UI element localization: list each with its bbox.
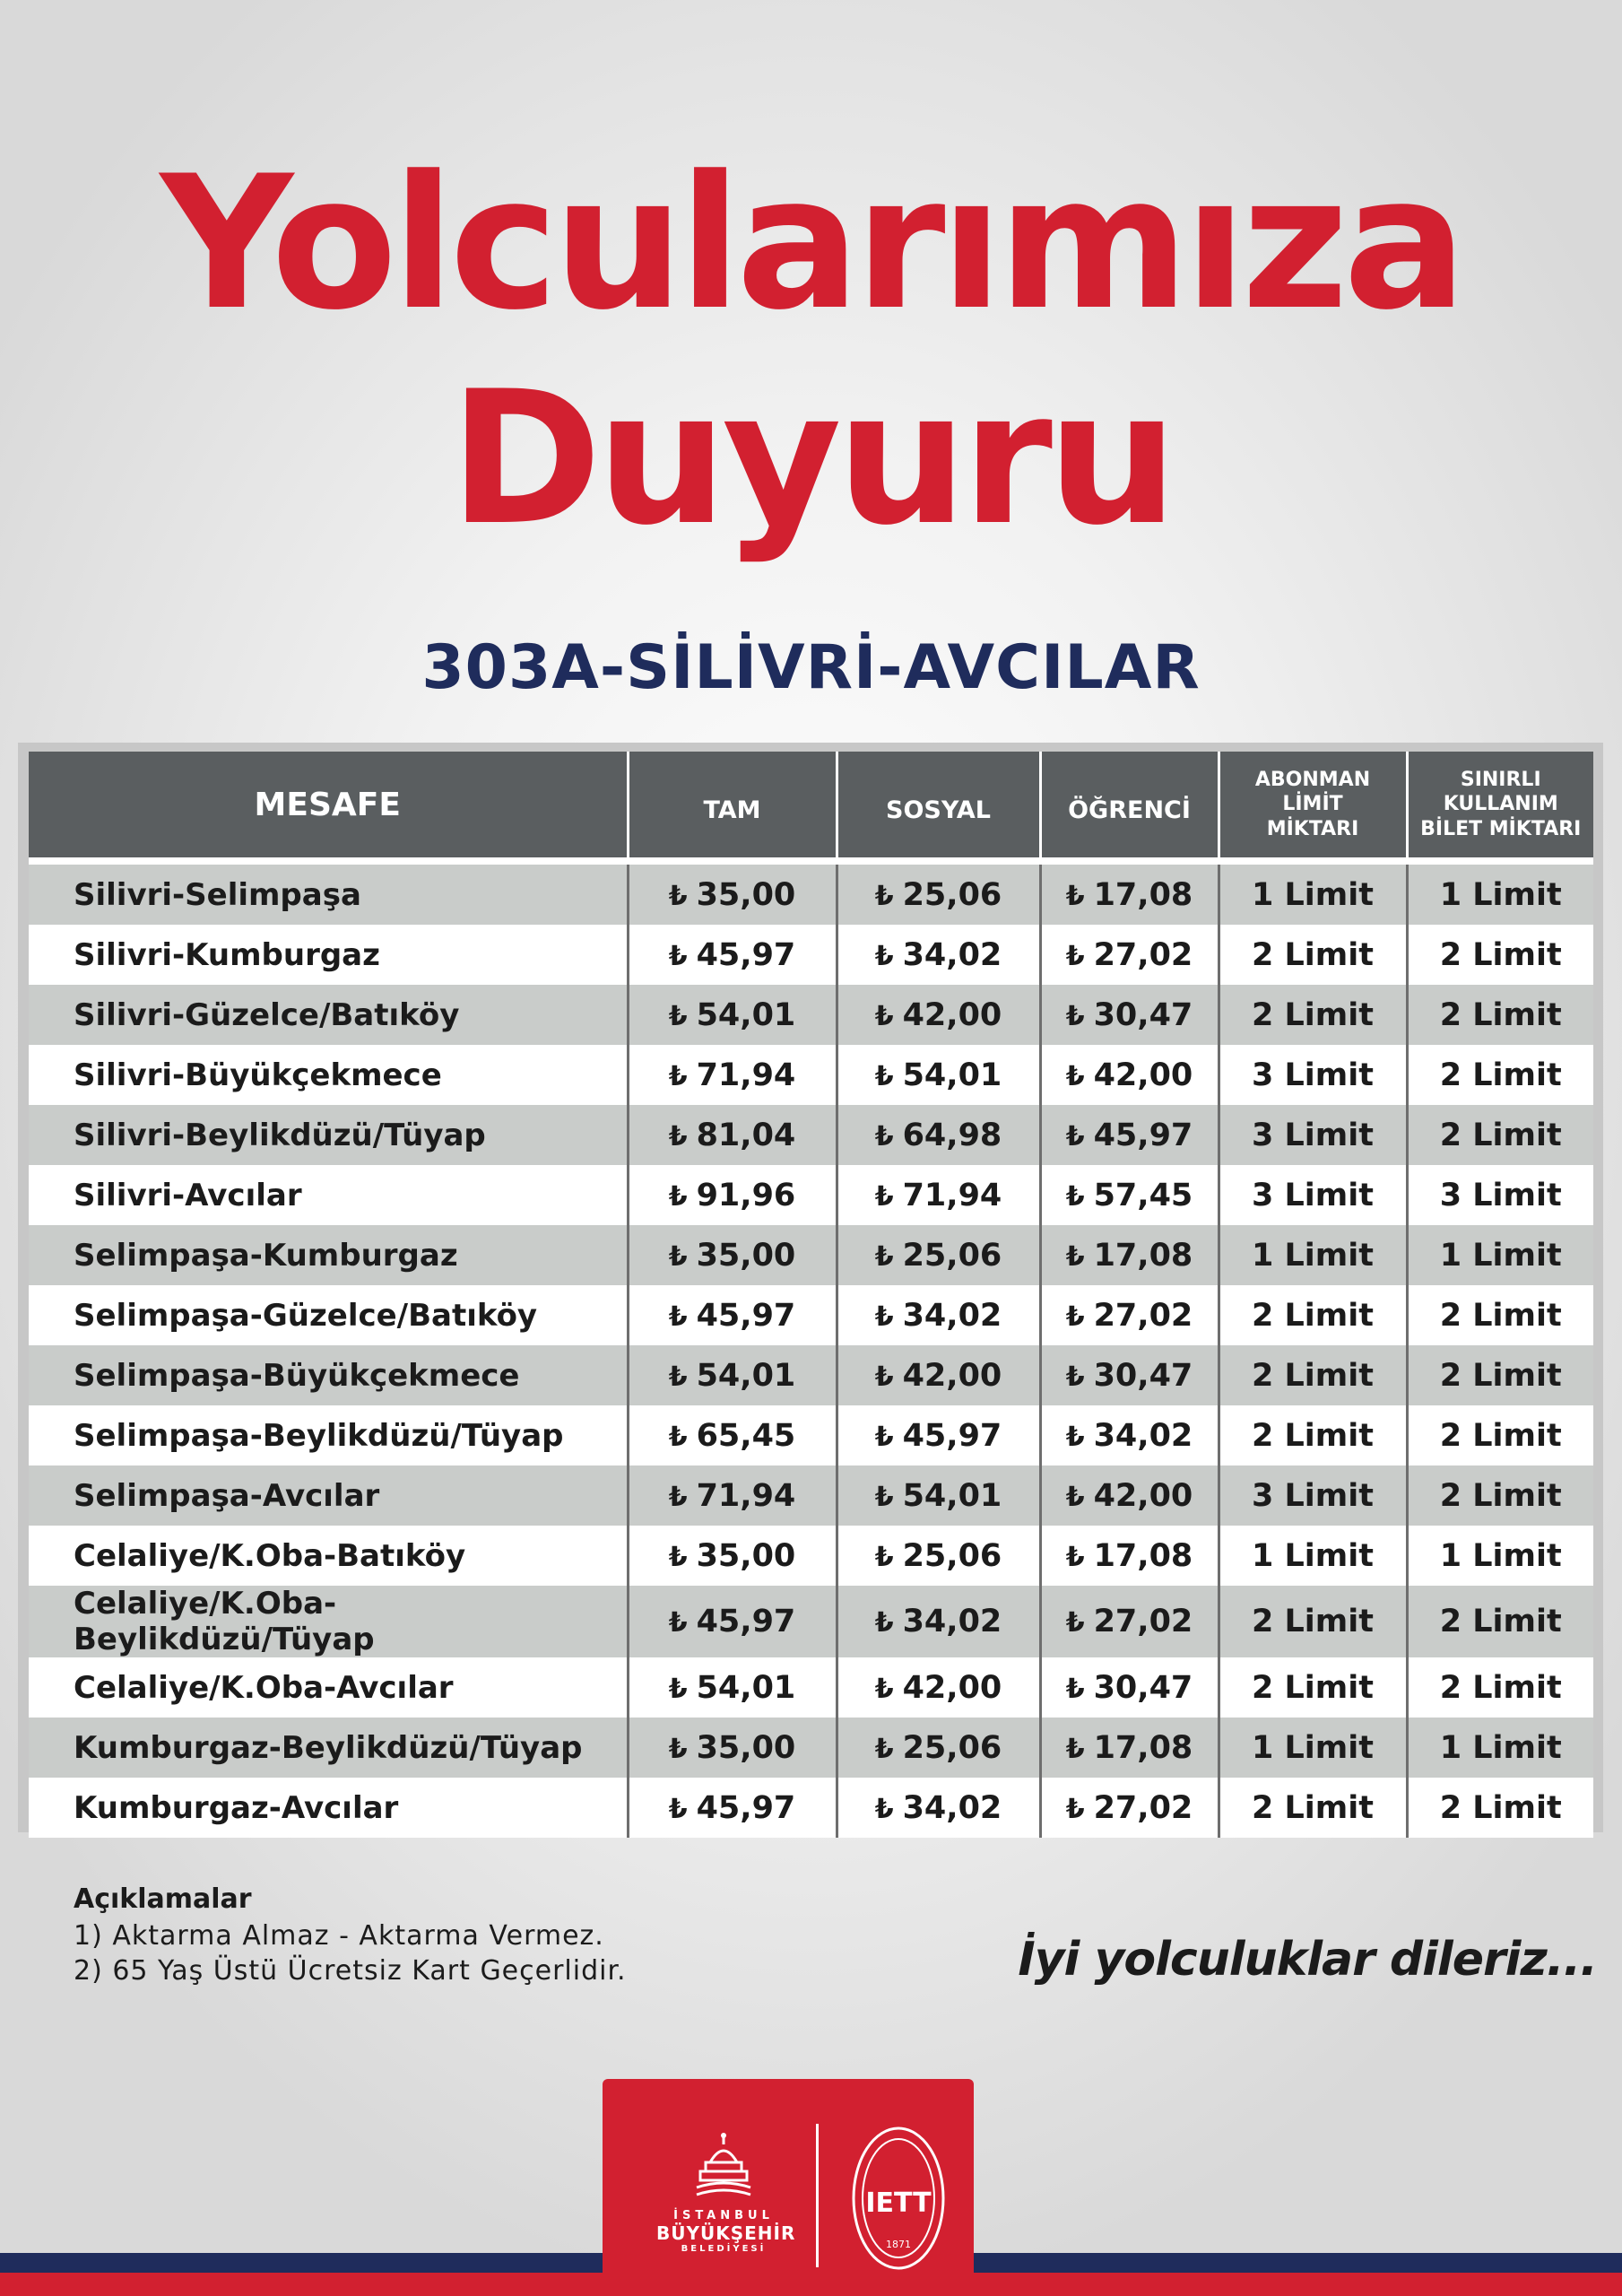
price-value: 17,08 [1093, 1537, 1193, 1574]
ibb-line-2: BÜYÜKŞEHİR [656, 2222, 796, 2244]
cell-abonman: 2 Limit [1219, 1586, 1407, 1657]
cell-abonman: 2 Limit [1219, 1405, 1407, 1465]
cell-ogrenci [1040, 1105, 1219, 1165]
lira-symbol: ₺ [668, 1361, 688, 1393]
cell-tam [628, 1105, 837, 1165]
cell-sosyal [837, 985, 1040, 1045]
lira-symbol: ₺ [874, 1361, 894, 1393]
lira-symbol: ₺ [668, 1793, 688, 1825]
lira-symbol: ₺ [668, 880, 688, 912]
notes-heading: Açıklamalar [74, 1883, 252, 1915]
table-row [29, 1778, 1593, 1838]
price-value: 17,08 [1093, 1237, 1193, 1274]
cell-mesafe: Silivri-Avcılar [29, 1165, 628, 1225]
lira-symbol: ₺ [1065, 1240, 1085, 1273]
price-value: 25,06 [902, 876, 1002, 913]
price-value: 91,96 [696, 1177, 796, 1213]
lira-symbol: ₺ [1065, 1180, 1085, 1213]
cell-ogrenci [1040, 1345, 1219, 1405]
table-row [29, 925, 1593, 985]
price-value: 42,00 [1093, 1057, 1193, 1093]
price-value: 57,45 [1093, 1177, 1193, 1213]
cell-tam [628, 861, 837, 925]
cell-tam [628, 1465, 837, 1526]
price-value: 42,00 [902, 996, 1002, 1033]
lira-symbol: ₺ [668, 1607, 688, 1639]
price-value: 64,98 [902, 1117, 1002, 1153]
price-value: 27,02 [1093, 1297, 1193, 1334]
note-item: 1) Aktarma Almaz - Aktarma Vermez. [74, 1920, 604, 1952]
cell-sinirli: 2 Limit [1407, 1285, 1593, 1345]
price-value: 34,02 [902, 1604, 1002, 1639]
table-row [29, 1405, 1593, 1465]
lira-symbol: ₺ [1065, 940, 1085, 972]
lira-symbol: ₺ [1065, 1793, 1085, 1825]
cell-sinirli: 1 Limit [1407, 1225, 1593, 1285]
notes [74, 1883, 627, 1988]
iett-emblem-icon [849, 2122, 948, 2274]
cell-tam [628, 1165, 837, 1225]
price-value: 45,97 [902, 1417, 1002, 1454]
lira-symbol: ₺ [874, 1793, 894, 1825]
lira-symbol: ₺ [874, 1060, 894, 1092]
cell-sosyal [837, 1586, 1040, 1657]
price-value: 71,94 [696, 1057, 796, 1093]
lira-symbol: ₺ [874, 940, 894, 972]
lira-symbol: ₺ [1065, 1361, 1085, 1393]
price-value: 27,02 [1093, 1789, 1193, 1826]
cell-ogrenci [1040, 925, 1219, 985]
cell-mesafe: Celaliye/K.Oba-Avcılar [29, 1657, 628, 1718]
lira-symbol: ₺ [668, 1000, 688, 1032]
table-row [29, 1345, 1593, 1405]
lira-symbol: ₺ [874, 1541, 894, 1573]
lira-symbol: ₺ [1065, 1000, 1085, 1032]
logo-divider [816, 2124, 819, 2267]
cell-sosyal [837, 1345, 1040, 1405]
cell-abonman: 2 Limit [1219, 1285, 1407, 1345]
cell-sosyal [837, 861, 1040, 925]
price-value: 65,45 [696, 1417, 796, 1454]
cell-mesafe: Selimpaşa-Avcılar [29, 1465, 628, 1526]
cell-sinirli: 1 Limit [1407, 861, 1593, 925]
cell-mesafe: Selimpaşa-Büyükçekmece [29, 1345, 628, 1405]
title-line-1: Yolcularımıza [160, 137, 1462, 351]
cell-abonman: 1 Limit [1219, 861, 1407, 925]
cell-sinirli: 2 Limit [1407, 1405, 1593, 1465]
cell-mesafe: Selimpaşa-Kumburgaz [29, 1225, 628, 1285]
lira-symbol: ₺ [874, 1120, 894, 1152]
cell-ogrenci [1040, 985, 1219, 1045]
cell-tam [628, 1526, 837, 1586]
lira-symbol: ₺ [874, 1180, 894, 1213]
cell-sosyal [837, 1285, 1040, 1345]
cell-sosyal [837, 1465, 1040, 1526]
cell-abonman: 1 Limit [1219, 1225, 1407, 1285]
cell-sosyal [837, 1778, 1040, 1838]
lira-symbol: ₺ [668, 1300, 688, 1333]
cell-abonman: 3 Limit [1219, 1165, 1407, 1225]
cell-mesafe: Celaliye/K.Oba-Beylikdüzü/Tüyap [29, 1586, 628, 1657]
price-value: 71,94 [902, 1177, 1002, 1213]
table-row [29, 1285, 1593, 1345]
fare-table [29, 752, 1593, 1838]
ibb-line-1: İSTANBUL [673, 2209, 774, 2222]
cell-sosyal [837, 1405, 1040, 1465]
cell-mesafe: Celaliye/K.Oba-Batıköy [29, 1526, 628, 1586]
cell-sinirli: 1 Limit [1407, 1526, 1593, 1586]
lira-symbol: ₺ [668, 1481, 688, 1513]
ibb-logo [656, 2128, 796, 2254]
price-value: 54,01 [696, 996, 796, 1033]
price-value: 45,97 [696, 1297, 796, 1334]
cell-mesafe: Silivri-Beylikdüzü/Tüyap [29, 1105, 628, 1165]
cell-ogrenci [1040, 1526, 1219, 1586]
cell-mesafe: Selimpaşa-Beylikdüzü/Tüyap [29, 1405, 628, 1465]
lira-symbol: ₺ [1065, 1481, 1085, 1513]
lira-symbol: ₺ [874, 880, 894, 912]
table-row [29, 985, 1593, 1045]
cell-ogrenci [1040, 1225, 1219, 1285]
cell-tam [628, 985, 837, 1045]
price-value: 25,06 [902, 1729, 1002, 1766]
table-header-row [29, 752, 1593, 861]
ibb-line-3: BELEDİYESİ [681, 2244, 767, 2254]
cell-ogrenci [1040, 1405, 1219, 1465]
cell-ogrenci [1040, 1165, 1219, 1225]
note-item: 2) 65 Yaş Üstü Ücretsiz Kart Geçerlidir. [74, 1955, 627, 1987]
cell-tam [628, 1345, 837, 1405]
table-row [29, 1165, 1593, 1225]
cell-abonman: 1 Limit [1219, 1526, 1407, 1586]
lira-symbol: ₺ [874, 1673, 894, 1705]
col-header-mesafe: MESAFE [29, 752, 628, 861]
cell-abonman: 2 Limit [1219, 985, 1407, 1045]
cell-mesafe: Silivri-Kumburgaz [29, 925, 628, 985]
cell-mesafe: Kumburgaz-Avcılar [29, 1778, 628, 1838]
cell-sosyal [837, 1225, 1040, 1285]
lira-symbol: ₺ [874, 1607, 894, 1639]
price-value: 54,01 [696, 1669, 796, 1706]
lira-symbol: ₺ [874, 1300, 894, 1333]
cell-mesafe: Silivri-Güzelce/Batıköy [29, 985, 628, 1045]
cell-ogrenci [1040, 861, 1219, 925]
price-value: 34,02 [1093, 1417, 1193, 1454]
price-value: 30,47 [1093, 1357, 1193, 1394]
price-value: 42,00 [1093, 1477, 1193, 1514]
lira-symbol: ₺ [668, 1240, 688, 1273]
cell-sosyal [837, 1105, 1040, 1165]
cell-ogrenci [1040, 1657, 1219, 1718]
table-row [29, 1105, 1593, 1165]
price-value: 35,00 [696, 876, 796, 913]
price-value: 45,97 [1093, 1117, 1193, 1153]
price-value: 34,02 [902, 936, 1002, 973]
col-header-abonman: ABONMAN LİMİT MİKTARI [1219, 752, 1407, 861]
cell-sinirli: 2 Limit [1407, 1586, 1593, 1657]
lira-symbol: ₺ [668, 1421, 688, 1453]
lira-symbol: ₺ [1065, 1541, 1085, 1573]
lira-symbol: ₺ [1065, 1060, 1085, 1092]
cell-tam [628, 1405, 837, 1465]
lira-symbol: ₺ [668, 1541, 688, 1573]
col-header-ogrenci: ÖĞRENCİ [1040, 752, 1219, 861]
price-value: 45,97 [696, 1789, 796, 1826]
cell-sinirli: 2 Limit [1407, 1657, 1593, 1718]
cell-sosyal [837, 925, 1040, 985]
price-value: 45,97 [696, 1604, 796, 1639]
lira-symbol: ₺ [1065, 1673, 1085, 1705]
cell-abonman: 2 Limit [1219, 1657, 1407, 1718]
cell-mesafe: Silivri-Büyükçekmece [29, 1045, 628, 1105]
cell-abonman: 3 Limit [1219, 1465, 1407, 1526]
price-value: 42,00 [902, 1357, 1002, 1394]
price-value: 30,47 [1093, 1669, 1193, 1706]
cell-sinirli: 2 Limit [1407, 1465, 1593, 1526]
lira-symbol: ₺ [668, 940, 688, 972]
lira-symbol: ₺ [1065, 880, 1085, 912]
iett-logo-text: IETT [865, 2187, 932, 2219]
lira-symbol: ₺ [1065, 1733, 1085, 1765]
cell-tam [628, 1657, 837, 1718]
lira-symbol: ₺ [668, 1733, 688, 1765]
table-row [29, 1225, 1593, 1285]
cell-abonman: 1 Limit [1219, 1718, 1407, 1778]
cell-tam [628, 1718, 837, 1778]
cell-abonman: 3 Limit [1219, 1105, 1407, 1165]
lira-symbol: ₺ [1065, 1120, 1085, 1152]
lira-symbol: ₺ [874, 1421, 894, 1453]
cell-sinirli: 2 Limit [1407, 1105, 1593, 1165]
lira-symbol: ₺ [668, 1180, 688, 1213]
cell-tam [628, 1778, 837, 1838]
lira-symbol: ₺ [1065, 1300, 1085, 1333]
price-value: 17,08 [1093, 876, 1193, 913]
route-title: 303A-SİLİVRİ-AVCILAR [421, 632, 1201, 703]
price-value: 34,02 [902, 1297, 1002, 1334]
price-value: 27,02 [1093, 936, 1193, 973]
lira-symbol: ₺ [1065, 1421, 1085, 1453]
lira-symbol: ₺ [668, 1120, 688, 1152]
table-row [29, 861, 1593, 925]
price-value: 35,00 [696, 1537, 796, 1574]
cell-sinirli: 2 Limit [1407, 925, 1593, 985]
lira-symbol: ₺ [668, 1673, 688, 1705]
table-row [29, 1045, 1593, 1105]
cell-tam [628, 1285, 837, 1345]
price-value: 71,94 [696, 1477, 796, 1514]
table-row [29, 1718, 1593, 1778]
price-value: 30,47 [1093, 996, 1193, 1033]
col-header-sosyal: SOSYAL [837, 752, 1040, 861]
price-value: 25,06 [902, 1537, 1002, 1574]
price-value: 17,08 [1093, 1729, 1193, 1766]
cell-sinirli: 2 Limit [1407, 1778, 1593, 1838]
cell-sinirli: 2 Limit [1407, 1345, 1593, 1405]
cell-abonman: 3 Limit [1219, 1045, 1407, 1105]
cell-ogrenci [1040, 1586, 1219, 1657]
logo-panel [603, 2079, 974, 2296]
iett-logo-year: 1871 [886, 2239, 911, 2250]
price-value: 35,00 [696, 1729, 796, 1766]
cell-sinirli: 2 Limit [1407, 985, 1593, 1045]
price-value: 45,97 [696, 936, 796, 973]
cell-mesafe: Selimpaşa-Güzelce/Batıköy [29, 1285, 628, 1345]
lira-symbol: ₺ [874, 1000, 894, 1032]
cell-sosyal [837, 1718, 1040, 1778]
price-value: 27,02 [1093, 1604, 1193, 1639]
price-value: 42,00 [902, 1669, 1002, 1706]
lira-symbol: ₺ [874, 1733, 894, 1765]
cell-tam [628, 1045, 837, 1105]
cell-sinirli: 1 Limit [1407, 1718, 1593, 1778]
price-value: 54,01 [902, 1477, 1002, 1514]
cell-abonman: 2 Limit [1219, 1778, 1407, 1838]
lira-symbol: ₺ [874, 1481, 894, 1513]
lira-symbol: ₺ [1065, 1607, 1085, 1639]
price-value: 54,01 [696, 1357, 796, 1394]
price-value: 81,04 [696, 1117, 796, 1153]
cell-sosyal [837, 1657, 1040, 1718]
price-value: 25,06 [902, 1237, 1002, 1274]
cell-abonman: 2 Limit [1219, 1345, 1407, 1405]
cell-ogrenci [1040, 1778, 1219, 1838]
istanbul-municipality-emblem-icon [688, 2128, 759, 2200]
lira-symbol: ₺ [874, 1240, 894, 1273]
table-row [29, 1657, 1593, 1718]
cell-sosyal [837, 1526, 1040, 1586]
cell-tam [628, 925, 837, 985]
cell-ogrenci [1040, 1465, 1219, 1526]
cell-sinirli: 3 Limit [1407, 1165, 1593, 1225]
price-value: 54,01 [902, 1057, 1002, 1093]
table-row [29, 1465, 1593, 1526]
col-header-sinirli: SINIRLI KULLANIM BİLET MİKTARI [1407, 752, 1593, 861]
cell-ogrenci [1040, 1045, 1219, 1105]
cell-tam [628, 1586, 837, 1657]
closing-message: İyi yolculuklar dileriz... [1018, 1933, 1597, 1987]
title-line-2: Duyuru [449, 352, 1173, 566]
cell-sosyal [837, 1045, 1040, 1105]
cell-sinirli: 2 Limit [1407, 1045, 1593, 1105]
cell-abonman: 2 Limit [1219, 925, 1407, 985]
col-header-tam: TAM [628, 752, 837, 861]
price-value: 35,00 [696, 1237, 796, 1274]
lira-symbol: ₺ [668, 1060, 688, 1092]
cell-sosyal [837, 1165, 1040, 1225]
cell-tam [628, 1225, 837, 1285]
cell-mesafe: Silivri-Selimpaşa [29, 861, 628, 925]
price-value: 34,02 [902, 1789, 1002, 1826]
cell-mesafe: Kumburgaz-Beylikdüzü/Tüyap [29, 1718, 628, 1778]
table-row [29, 1586, 1593, 1657]
table-row [29, 1526, 1593, 1586]
cell-ogrenci [1040, 1285, 1219, 1345]
cell-ogrenci [1040, 1718, 1219, 1778]
